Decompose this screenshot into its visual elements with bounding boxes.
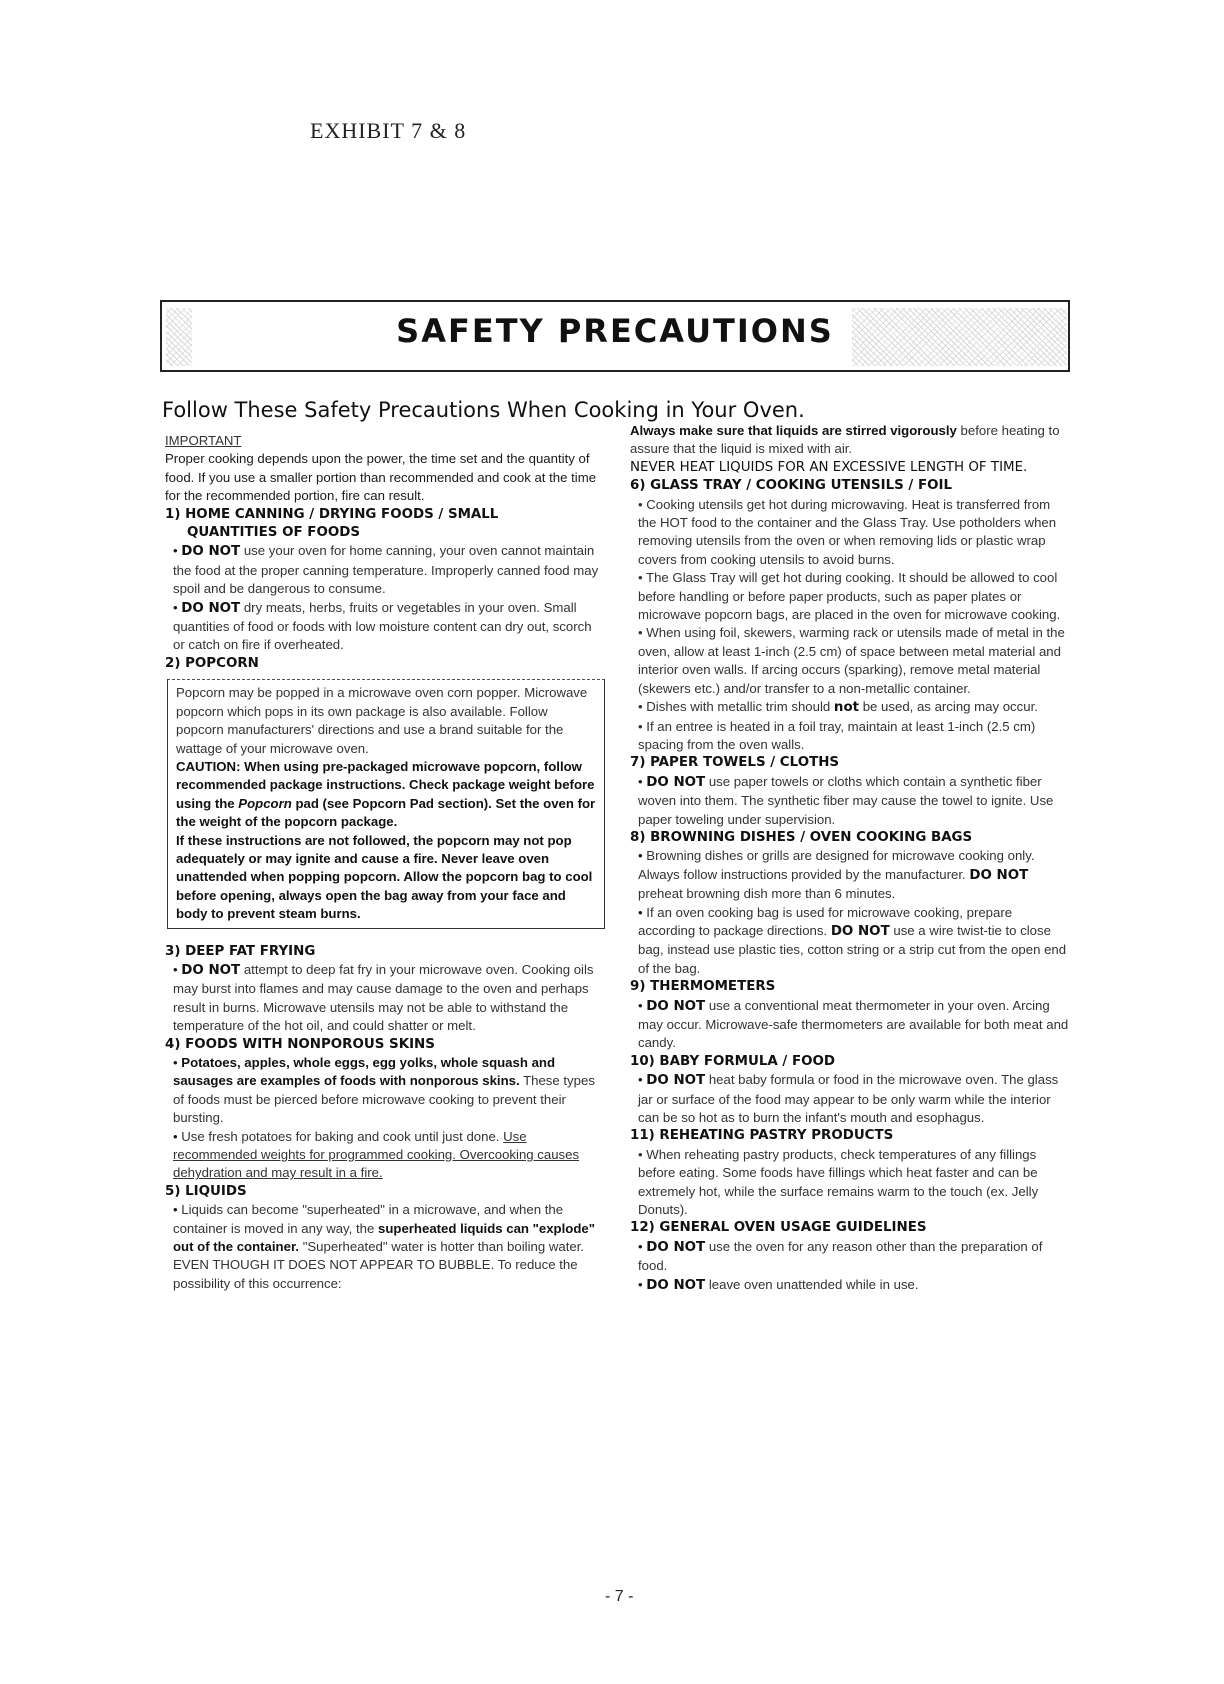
banner-title: SAFETY PRECAUTIONS — [396, 312, 834, 350]
section-1-bullet-2: • DO NOT dry meats, herbs, fruits or vegetables in your oven. Small quantities of food or foods with low moisture content can dry out, scorch or catch on fire if overheated. — [173, 599, 592, 653]
section-1-heading-cont: QUANTITIES OF FOODS — [187, 525, 360, 541]
right-column — [630, 422, 1070, 1295]
section-10-heading: 10) BABY FORMULA / FOOD — [630, 1053, 835, 1069]
section-11-bullet-1: • When reheating pastry products, check temperatures of any fillings before eating. Some foods have fillings which heat faster and can be extremely hot, while the surface remains warm to the touch (ex. Jelly Donuts). — [638, 1146, 1039, 1218]
section-8-heading: 8) BROWNING DISHES / OVEN COOKING BAGS — [630, 829, 973, 845]
section-4-heading: 4) FOODS WITH NONPOROUS SKINS — [165, 1036, 435, 1052]
popcorn-box — [167, 679, 605, 928]
section-1-bullet-1: • DO NOT use your oven for home canning, your oven cannot maintain the food at the proper canning temperature. Improperly canned food may spoil and be dangerous to consume. — [173, 543, 599, 597]
section-5-heading: 5) LIQUIDS — [165, 1183, 247, 1199]
page-number: - 7 - — [605, 1588, 634, 1605]
section-5-bullet-1: • Liquids can become "superheated" in a microwave, and when the container is moved in any way, the superheated liquids can "explode" out of the container. "Superheated" water is hotter than boiling water. EVEN THOUGH IT DOES NOT APPEAR TO BUBBLE. To reduce the possibility of this occurrence: — [173, 1202, 595, 1291]
section-7-heading: 7) PAPER TOWELS / CLOTHS — [630, 755, 840, 771]
popcorn-text: Popcorn may be popped in a microwave oven corn popper. Microwave popcorn which pops in its own package is also available. Follow popcorn manufacturers' directions and use a brand suitable for the wattage of your microwave oven. — [176, 685, 588, 756]
section-9-heading: 9) THERMOMETERS — [630, 979, 776, 995]
section-3-heading: 3) DEEP FAT FRYING — [165, 943, 316, 959]
section-6-bullet-2: • The Glass Tray will get hot during cooking. It should be allowed to cool before handling or before paper products, such as paper plates or microwave popcorn bags, are placed in the oven for microwave cooking. — [638, 570, 1061, 623]
section-9-bullet-1: • DO NOT use a conventional meat thermometer in your oven. Arcing may occur. Microwave-safe thermometers are available for both meat and candy. — [638, 997, 1069, 1051]
section-8-bullet-1: • Browning dishes or grills are designed for microwave cooking only. Always follow instructions provided by the manufacturer. DO NOT preheat browning dish more than 6 minutes. — [638, 848, 1035, 902]
section-6-bullet-1: • Cooking utensils get hot during microwaving. Heat is transferred from the HOT food to the container and the Glass Tray. Use potholders when removing utensils from the oven or when removing lids or plastic wrap covers from cooking utensils to avoid burns. — [638, 496, 1057, 567]
popcorn-warning: If these instructions are not followed, the popcorn may not pop adequately or may ignite and cause a fire. Never leave oven unattended when popping popcorn. Allow the popcorn bag to cool before opening, always open the bag away from your face and body to prevent steam burns. — [176, 832, 593, 922]
page-subtitle: Follow These Safety Precautions When Cooking in Your Oven. — [162, 398, 805, 422]
section-4-bullet-1: • Potatoes, apples, whole eggs, egg yolks, whole squash and sausages are examples of foods with nonporous skins. These types of foods must be pierced before microwave cooking to prevent their bursting. — [173, 1055, 595, 1126]
important-text: Proper cooking depends upon the power, the time set and the quantity of food. If you use a smaller portion than recommended and cook at the time for the recommended portion, fire can result. — [165, 451, 597, 504]
section-4-bullet-2: • Use fresh potatoes for baking and cook until just done. Use recommended weights for programmed cooking. Overcooking causes dehydration and may result in a fire. — [173, 1128, 580, 1181]
section-2-heading: 2) POPCORN — [165, 655, 259, 671]
title-banner — [160, 300, 1070, 372]
section-1-heading: 1) HOME CANNING / DRYING FOODS / SMALL — [165, 506, 499, 522]
section-6-heading: 6) GLASS TRAY / COOKING UTENSILS / FOIL — [630, 478, 953, 494]
section-10-bullet-1: • DO NOT heat baby formula or food in the microwave oven. The glass jar or surface of the food may appear to be only warm while the interior can be so hot as to burn the infant's mouth and esophagus. — [638, 1072, 1059, 1126]
section-6-bullet-5: • If an entree is heated in a foil tray, maintain at least 1-inch (2.5 cm) spacing from the oven walls. — [638, 718, 1036, 752]
exhibit-label: EXHIBIT 7 & 8 — [310, 118, 467, 143]
section-8-bullet-2: • If an oven cooking bag is used for microwave cooking, prepare according to package directions. DO NOT use a wire twist-tie to close bag, instead use plastic ties, cotton string or a strip cut from the open end of the bag. — [638, 904, 1067, 976]
section-12-bullet-1: • DO NOT use the oven for any reason other than the preparation of food. — [638, 1238, 1043, 1274]
section-6-bullet-4: • Dishes with metallic trim should not be used, as arcing may occur. — [638, 699, 1038, 716]
important-label: IMPORTANT — [165, 433, 242, 448]
section-6-bullet-3: • When using foil, skewers, warming rack or utensils made of metal in the oven, allow at least 1-inch (2.5 cm) of space between metal material and interior oven walls. If arcing occurs (sparking), remove metal material (skewers etc.) and/or transfer to a non-metallic container. — [638, 625, 1065, 696]
left-column — [165, 432, 605, 1293]
liquids-never-warning: NEVER HEAT LIQUIDS FOR AN EXCESSIVE LENGTH OF TIME. — [630, 459, 1028, 475]
section-3-bullet-1: • DO NOT attempt to deep fat fry in your microwave oven. Cooking oils may burst into flames and may cause damage to the oven and perhaps result in burns. Microwave utensils may not be able to withstand the temperature of the hot oil, and could shatter or melt. — [173, 961, 594, 1034]
popcorn-caution: CAUTION: When using pre-packaged microwave popcorn, follow recommended package instructions. Check package weight before using the Popcorn pad (see Popcorn Pad section). Set the oven for the weight of the popcorn package. — [176, 758, 596, 830]
section-11-heading: 11) REHEATING PASTRY PRODUCTS — [630, 1128, 894, 1144]
liquids-continued: Always make sure that liquids are stirred vigorously before heating to assure that the liquid is mixed with air. — [630, 423, 1060, 457]
section-7-bullet-1: • DO NOT use paper towels or cloths which contain a synthetic fiber woven into them. The synthetic fiber may cause the towel to ignite. Use paper toweling under supervision. — [638, 773, 1054, 827]
section-12-bullet-2: • DO NOT leave oven unattended while in use. — [638, 1276, 919, 1293]
section-12-heading: 12) GENERAL OVEN USAGE GUIDELINES — [630, 1220, 927, 1236]
